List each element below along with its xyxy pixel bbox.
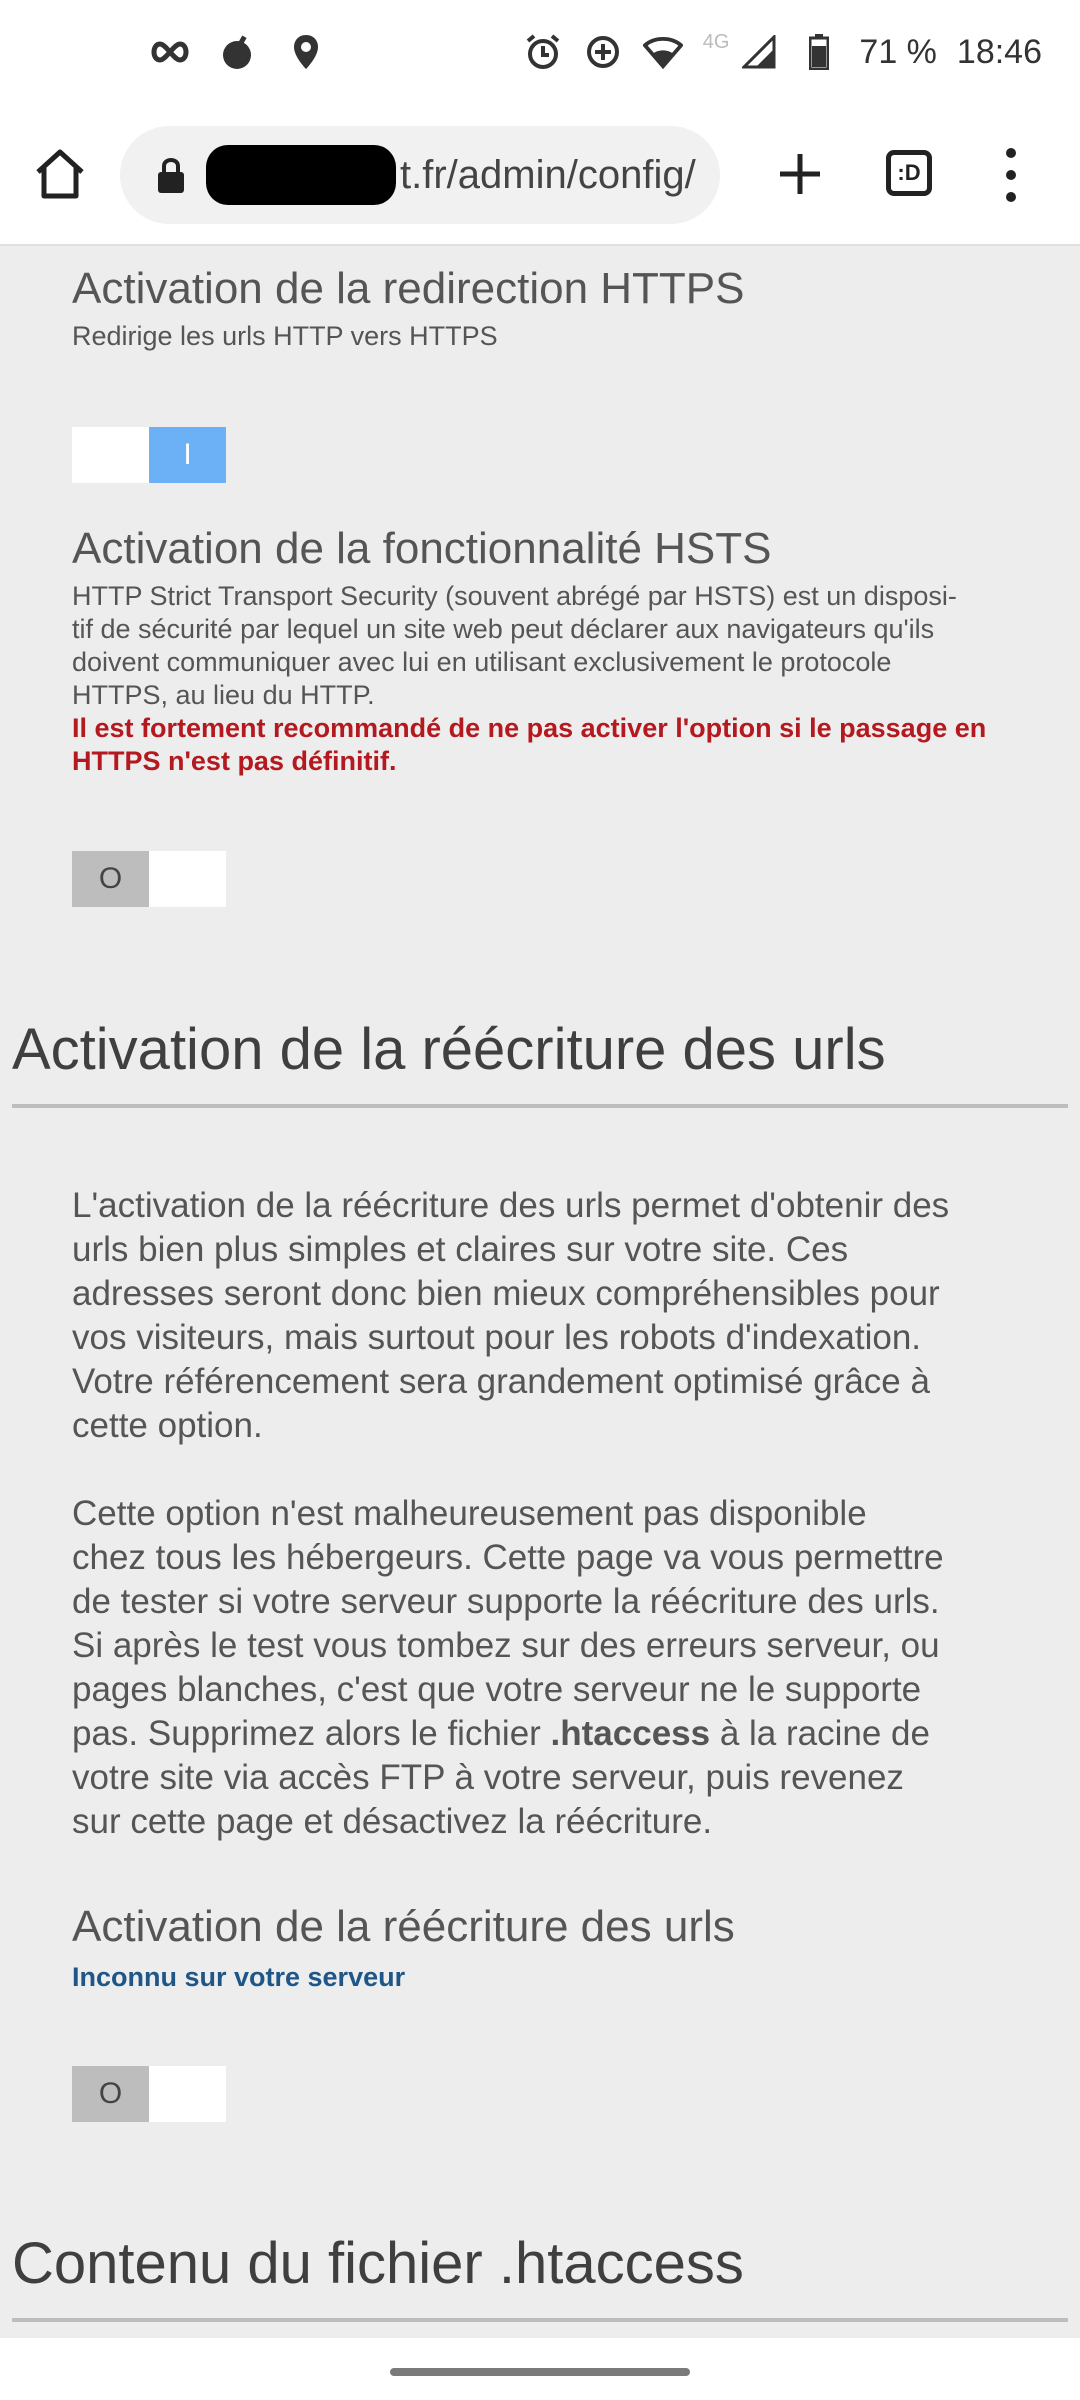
address-bar[interactable] [120,126,720,224]
hsts-warning [72,712,1032,778]
https-redirect-title: Activation de la redirection HTTPS [72,264,745,313]
toggle-off-side: O [72,2066,149,2122]
para-line: de tester si votre serveur supporte la réécriture des urls. [72,1582,940,1621]
htaccess-section-heading: Contenu du fichier .htaccess [12,2231,744,2296]
https-redirect-description: Redirige les urls HTTP vers HTTPS [72,321,498,351]
para-line: chez tous les hébergeurs. Cette page va vous permettre [72,1538,944,1577]
para-line: votre site via accès FTP à votre serveur, puis revenez [72,1758,904,1797]
hsts-desc-line: tif de sécurité par lequel un site web peut déclarer aux navigateurs qu'ils [72,614,935,644]
para-text: à la racine de [710,1714,930,1753]
hsts-toggle[interactable] [72,851,226,907]
hsts-desc-line: HTTP Strict Transport Security (souvent abrégé par HSTS) est un disposi- [72,581,957,611]
toggle-off-side: O [72,851,149,907]
rewrite-intro-paragraph [72,1184,1032,1448]
toggle-on-side: I [149,427,226,483]
battery-percent: 71 % [859,32,937,71]
browser-toolbar [0,104,1080,246]
para-line: vos visiteurs, mais surtout pour les robots d'indexation. [72,1318,922,1357]
system-nav-bar [0,2338,1080,2400]
cell-signal-icon [739,32,779,72]
status-bar [0,0,1080,104]
para-line: sur cette page et désactivez la réécriture. [72,1802,713,1841]
section-divider [12,1104,1068,1108]
menu-dot [1006,170,1016,180]
menu-dot [1006,192,1016,202]
rewrite-server-status: Inconnu sur votre serveur [72,1962,406,1992]
status-left-icons [150,32,326,72]
clock: 18:46 [956,32,1042,71]
para-line: Cette option n'est malheureusement pas disponible [72,1494,867,1533]
toggle-on-side [149,851,226,907]
network-type: 4G [702,30,730,53]
status-right [523,32,1042,72]
para-line: pages blanches, c'est que votre serveur ne le supporte [72,1670,922,1709]
new-tab-button[interactable] [770,144,830,204]
more-menu-button[interactable] [996,148,1026,202]
rewrite-warning-paragraph [72,1492,1032,1844]
tab-switcher-button[interactable]: :D [886,150,932,196]
hsts-desc-line: HTTPS, au lieu du HTTP. [72,680,375,710]
toggle-on-side [149,2066,226,2122]
para-text: pas. Supprimez alors le fichier [72,1714,551,1753]
para-line: Si après le test vous tombez sur des erreurs serveur, ou [72,1626,940,1665]
hsts-warning-line: HTTPS n'est pas définitif. [72,746,397,776]
plus-icon [770,144,830,204]
wifi-icon [643,32,683,72]
battery-icon [799,32,839,72]
location-pin-icon [286,32,326,72]
para-line: L'activation de la réécriture des urls permet d'obtenir des [72,1186,950,1225]
toggle-off-side [72,427,149,483]
hsts-warning-line: Il est fortement recommandé de ne pas activer l'option si le passage en [72,713,987,743]
data-saver-icon [583,32,623,72]
alarm-icon [523,32,563,72]
home-icon [30,144,90,204]
hsts-description [72,580,1032,712]
hsts-desc-line: doivent communiquer avec lui en utilisant exclusivement le protocole [72,647,892,677]
para-line: cette option. [72,1406,263,1445]
bomb-icon [218,32,258,72]
htaccess-filename: .htaccess [550,1714,711,1753]
rewrite-setting-title: Activation de la réécriture des urls [72,1902,735,1951]
infinity-icon [150,32,190,72]
para-line [72,1712,1032,1756]
redacted-domain [206,145,396,205]
home-button[interactable] [30,144,90,204]
menu-dot [1006,148,1016,158]
rewrite-toggle[interactable] [72,2066,226,2122]
lock-icon [154,155,188,195]
section-divider [12,2318,1068,2322]
para-line: Votre référencement sera grandement optimisé grâce à [72,1362,930,1401]
rewrite-section-heading: Activation de la réécriture des urls [12,1017,886,1082]
https-redirect-toggle[interactable] [72,427,226,483]
url-text: t.fr/admin/config/ [400,152,696,197]
home-gesture-handle[interactable] [390,2368,690,2376]
hsts-title: Activation de la fonctionnalité HSTS [72,524,772,573]
para-line: adresses seront donc bien mieux compréhensibles pour [72,1274,940,1313]
para-line: urls bien plus simples et claires sur votre site. Ces [72,1230,849,1269]
